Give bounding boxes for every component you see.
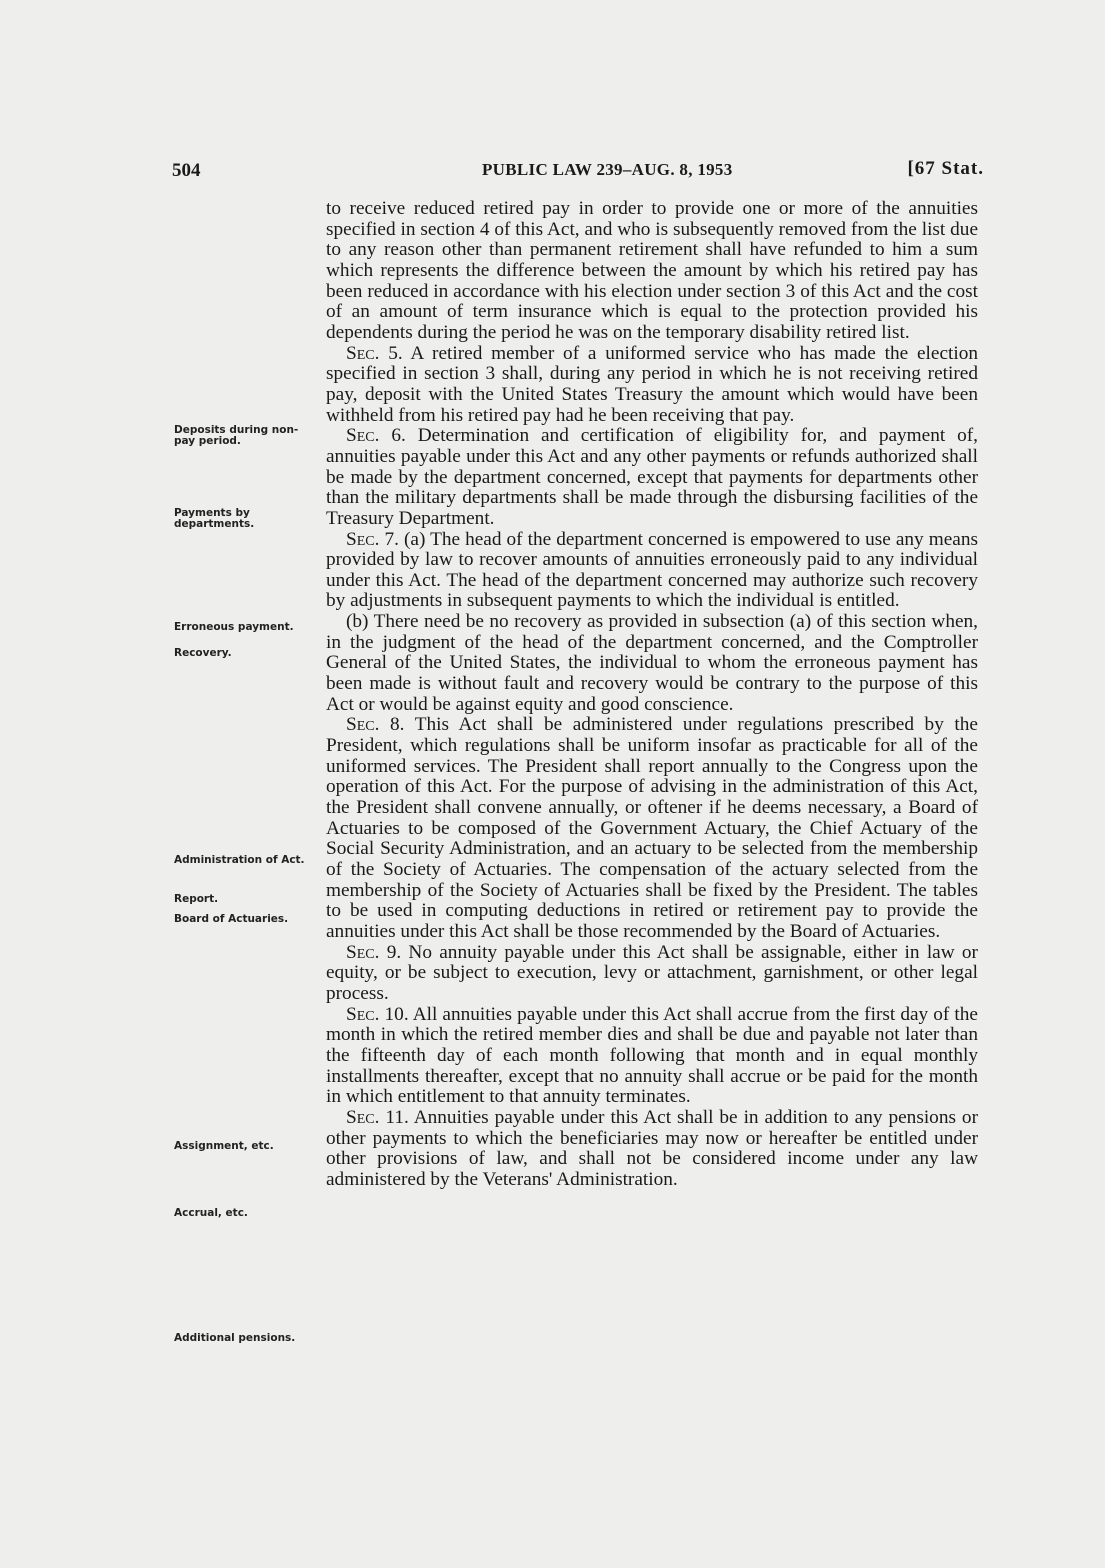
- section-9-text: No annuity payable under this Act shall be assignable, either in law or equity, or be subject to execution, levy or attachment, garnishment, or other legal process.: [326, 941, 978, 1004]
- section-10-label: Sec. 10.: [346, 1003, 409, 1025]
- section-6-text: Determination and certification of eligibility for, and payment of, annuities payable under this Act and any other payments or refunds authorized shall be made by the department concerned, except that payments for departments other than the military departments shall be made through the disbursing facilities of the Treasury Department.: [326, 425, 978, 529]
- margin-note-erroneous-payment: Erroneous payment.: [174, 621, 294, 633]
- section-7-label: Sec. 7.: [346, 528, 399, 550]
- section-10: [326, 1005, 978, 1108]
- section-7a: [326, 530, 978, 613]
- section-8-label: Sec. 8.: [346, 714, 405, 736]
- margin-note-deposits: Deposits during non-pay period.: [174, 424, 299, 447]
- section-8-text: This Act shall be administered under regulations prescribed by the President, which regulations shall be uniform insofar as practicable for all of the uniformed services. The President shall report annually to the Congress upon the operation of this Act. For the purpose of advising in the administration of this Act, the President shall convene annually, or oftener if he deems necessary, a Board of Actuaries to be composed of the Government Actuary, the Chief Actuary of the Social Security Administration, and an actuary to be selected from the membership of the Society of Actuaries. The compensation of the actuary selected from the membership of the Society of Actuaries shall be fixed by the President. The tables to be used in computing deductions in retired or retirement pay to provide the annuities under this Act shall be those recommended by the Board of Actuaries.: [326, 714, 978, 942]
- section-6: [326, 426, 978, 529]
- margin-note-report: Report.: [174, 893, 219, 905]
- continuation-paragraph: to receive reduced retired pay in order to provide one or more of the annuities specified in section 4 of this Act, and who is subsequently removed from the list due to any reason other than permanent retirement shall have refunded to him a sum which represents the difference between the amount by which his retired pay has been reduced in accordance with his election under section 3 of this Act and the cost of an amount of term insurance which is equal to the protection provided his dependents during the period he was on the temporary disability retired list.: [326, 198, 978, 343]
- section-5-text: A retired member of a uniformed service who has made the election specified in section 3 shall, during any period in which he is not receiving retired pay, deposit with the United States Treasury the amount which would have been withheld from his retired pay had he been receiving that pay.: [326, 342, 978, 426]
- section-5-label: Sec. 5.: [346, 342, 403, 364]
- margin-note-payments: Payments by departments.: [174, 507, 255, 530]
- section-8: [326, 715, 978, 942]
- section-7-text: (a) The head of the department concerned is empowered to use any means provided by law to recover amounts of annuities erroneously paid to any individual under this Act. The head of the department concerned may authorize such recovery by adjustments in subsequent payments to which the individual is entitled.: [326, 528, 978, 612]
- section-6-label: Sec. 6.: [346, 425, 406, 447]
- section-10-text: All annuities payable under this Act shall accrue from the first day of the month in which the retired member dies and shall be due and payable not later than the fifteenth day of each month following that month and in equal monthly installments thereafter, except that no annuity shall accrue or be paid for the month in which entitlement to that annuity terminates.: [326, 1003, 978, 1108]
- section-9-label: Sec. 9.: [346, 941, 402, 963]
- margin-note-administration: Administration of Act.: [174, 854, 305, 866]
- section-7b: (b) There need be no recovery as provided in subsection (a) of this section when, in the judgment of the head of the department concerned, and the Comptroller General of the United States, the individual to whom the erroneous payment has been made is without fault and recovery would be contrary to the purpose of this Act or would be against equity and good conscience.: [326, 611, 978, 715]
- running-title: PUBLIC LAW 239–AUG. 8, 1953: [482, 160, 733, 179]
- margin-note-assignment: Assignment, etc.: [174, 1140, 274, 1152]
- page-number: 504: [172, 160, 201, 181]
- statute-reference: [67 Stat.: [907, 158, 984, 179]
- section-11: [326, 1108, 978, 1191]
- section-11-text: Annuities payable under this Act shall be in addition to any pensions or other payments to which the beneficiaries may now or hereafter be entitled under other provisions of law, and shall not be considered income under any law administered by the Veterans' Administration.: [326, 1106, 978, 1190]
- page-header: [172, 160, 984, 184]
- margin-note-accrual: Accrual, etc.: [174, 1207, 248, 1219]
- margin-note-board-of-actuaries: Board of Actuaries.: [174, 913, 289, 925]
- body-text: [326, 199, 978, 1191]
- margin-note-additional-pensions: Additional pensions.: [174, 1332, 296, 1344]
- section-11-label: Sec. 11.: [346, 1106, 409, 1128]
- section-9: [326, 943, 978, 1005]
- margin-note-recovery: Recovery.: [174, 647, 232, 659]
- section-5: [326, 344, 978, 427]
